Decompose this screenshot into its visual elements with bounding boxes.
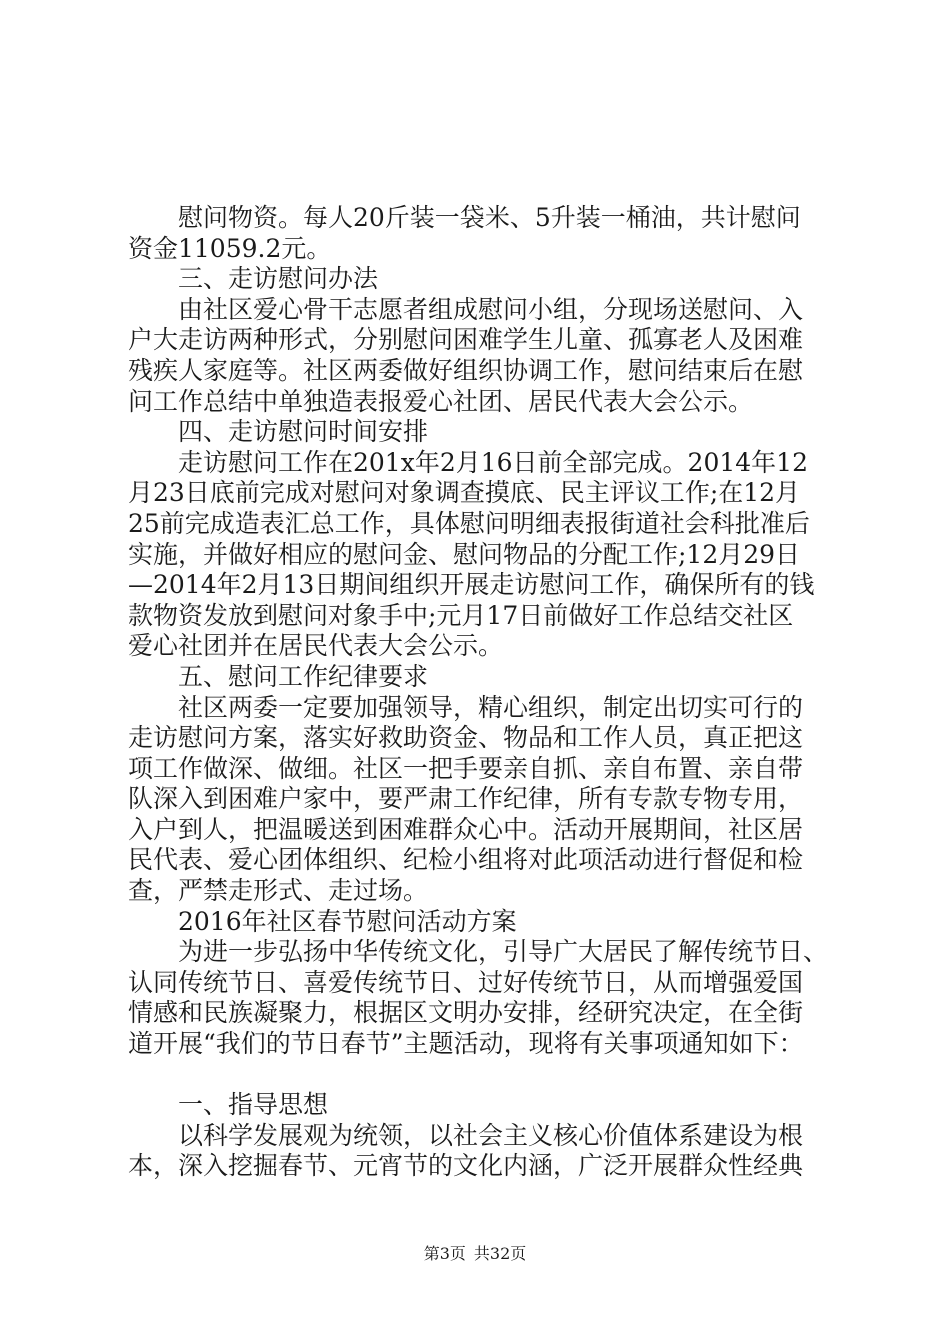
- text-line: 情感和民族凝聚力，根据区文明办安排，经研究决定，在全街: [128, 998, 804, 1028]
- text-line: 项工作做深、做细。社区一把手要亲自抓、亲自布置、亲自带: [128, 753, 804, 783]
- text-line: 道开展“我们的节日春节”主题活动，现将有关事项通知如下：: [128, 1029, 804, 1059]
- blank-line: [128, 1060, 838, 1091]
- text-line: 资金11059.2元。: [128, 233, 332, 263]
- text-line: 2016年社区春节慰问活动方案: [178, 906, 517, 936]
- text-line: 实施，并做好相应的慰问金、慰问物品的分配工作;12月29日: [128, 539, 801, 569]
- page-number: 第3页: [423, 1244, 466, 1263]
- text-line: 走访慰问工作在201x年2月16日前全部完成。2014年12: [178, 447, 808, 477]
- text-line: 本，深入挖掘春节、元宵节的文化内涵，广泛开展群众性经典: [128, 1151, 804, 1181]
- page-total: 共32页: [473, 1244, 527, 1263]
- text-line: —2014年2月13日期间组织开展走访慰问工作，确保所有的钱: [128, 570, 815, 600]
- text-line: 款物资发放到慰问对象手中;元月17日前做好工作总结交社区: [128, 600, 794, 630]
- text-line: 队深入到困难户家中，要严肃工作纪律，所有专款专物专用，: [128, 784, 804, 814]
- text-line: 五、慰问工作纪律要求: [178, 661, 429, 691]
- text-line: 走访慰问方案，落实好救助资金、物品和工作人员，真正把这: [128, 723, 804, 753]
- text-line: 爱心社团并在居民代表大会公示。: [128, 631, 504, 661]
- text-line: 25前完成造表汇总工作，具体慰问明细表报街道社会科批准后: [128, 508, 810, 538]
- text-line: 由社区爱心骨干志愿者组成慰问小组，分现场送慰问、入: [178, 294, 804, 324]
- page-footer: [0, 1241, 950, 1264]
- text-line: 一、指导思想: [178, 1090, 329, 1120]
- text-line: 认同传统节日、喜爱传统节日、过好传统节日，从而增强爱国: [128, 967, 804, 997]
- text-line: 慰问物资。每人20斤装一袋米、5升装一桶油，共计慰问: [178, 203, 801, 232]
- text-line: 残疾人家庭等。社区两委做好组织协调工作，慰问结束后在慰: [128, 355, 804, 385]
- text-line: 三、走访慰问办法: [178, 264, 379, 294]
- text-line: 入户到人，把温暖送到困难群众心中。活动开展期间，社区居: [128, 814, 804, 844]
- text-line: 民代表、爱心团体组织、纪检小组将对此项活动进行督促和检: [128, 845, 804, 875]
- text-line: 为进一步弘扬中华传统文化，引导广大居民了解传统节日、: [178, 937, 829, 967]
- text-line: 问工作总结中单独造表报爱心社团、居民代表大会公示。: [128, 386, 754, 416]
- text-line: 月23日底前完成对慰问对象调查摸底、民主评议工作;在12月: [128, 478, 801, 508]
- text-line: 户大走访两种形式，分别慰问困难学生儿童、孤寡老人及困难: [128, 325, 804, 355]
- document-body: [128, 203, 838, 1182]
- text-line: 四、走访慰问时间安排: [178, 417, 429, 447]
- text-line: 以科学发展观为统领，以社会主义核心价值体系建设为根: [178, 1120, 804, 1150]
- text-line: 查，严禁走形式、走过场。: [128, 876, 429, 906]
- text-line: 社区两委一定要加强领导，精心组织，制定出切实可行的: [178, 692, 804, 722]
